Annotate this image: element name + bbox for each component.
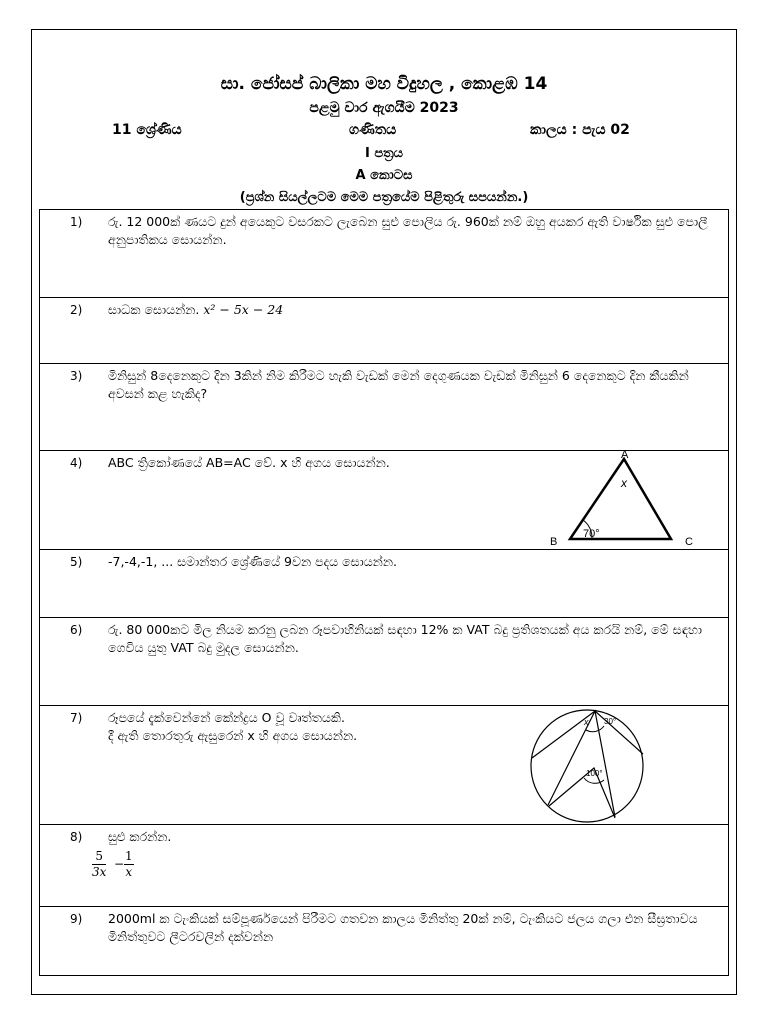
angle-70-label: 70°	[583, 528, 600, 540]
time-label: කාලය : පැය 02	[530, 122, 630, 138]
question-text: සුළු කරන්න.	[108, 829, 172, 844]
question-text: -7,-4,-1, ... සමාන්තර ශ්‍රේණියේ 9වන පදය සොයන්න.	[108, 554, 397, 569]
fraction-1-over-x	[124, 849, 134, 880]
subject-label: ගණිතය	[349, 122, 397, 138]
school-title: සා. ජෝසප් බාලිකා මහ විදුහල , කොළඹ 14	[220, 74, 548, 94]
question-text	[108, 709, 538, 745]
vertex-b-label: B	[550, 536, 558, 547]
minus-sign: −	[114, 857, 125, 871]
center-angle-lines	[549, 768, 615, 818]
question-number: 2)	[70, 303, 83, 317]
question-row-3	[40, 364, 728, 451]
chord-lines-inner	[548, 711, 615, 817]
question-text-sinhala: සාධක සොයන්න.	[108, 302, 200, 317]
angle-x-label: x	[621, 476, 627, 490]
triangle-figure	[535, 451, 705, 547]
fraction-denominator: x	[125, 865, 133, 879]
question-number: 5)	[70, 555, 83, 569]
vertex-c-label: C	[685, 536, 693, 547]
question-text-line2: දී ඇති තොරතුරු ඇසුරෙන් x හි අගය සොයන්න.	[108, 728, 358, 743]
instruction: (ප්‍රශ්න සියල්ලටම මෙම පත්‍රයේම පිළිතුරු සපයන්න.)	[239, 190, 529, 205]
fraction-numerator: 1	[125, 849, 133, 863]
question-row-5	[40, 550, 728, 618]
info-row	[0, 122, 768, 142]
question-number: 9)	[70, 912, 83, 926]
angle-x-label: x	[584, 717, 589, 727]
triangle-shape	[570, 459, 671, 539]
question-row-9	[40, 907, 728, 975]
question-row-1	[40, 210, 728, 298]
paper-label: I පත්‍රය	[364, 146, 404, 161]
fraction-5-over-3x	[92, 849, 106, 880]
exam-title: පළමු වාර ඇගයීම 2023	[309, 100, 459, 116]
question-number: 3)	[70, 369, 83, 383]
angle-100-label: 100°	[586, 769, 603, 778]
question-table	[39, 209, 729, 976]
question-row-6	[40, 618, 728, 706]
question-text: ABC ත්‍රිකෝණයේ AB=AC වේ. x හි අගය සොයන්න.	[108, 455, 390, 470]
part-label: A කොටස	[355, 168, 413, 183]
question-row-2	[40, 298, 728, 364]
question-row-8	[40, 825, 728, 907]
question-text: රු. 80 000කට මිල නියම කරනු ලබන රූපවාහිනියක් සඳහා 12% ක VAT බදු ප්‍රතිශතයක් අය කරයි නම්, මේ සඳහා ගෙවිය යුතු VAT බදු මුදල සොයන්න.	[108, 622, 702, 655]
vertex-a-label: A	[621, 451, 629, 461]
question-row-4	[40, 451, 728, 550]
circle-figure	[520, 708, 660, 824]
angle-arc-top	[586, 726, 604, 732]
question-text: 2000ml ක ටැංකියක් සම්පූර්ණයෙන් පිරීමට ගතවන කාලය මිනිත්තු 20ක් නම්, ටැංකියට ජලය ගලා එන සීඝ්‍රතාවය මිනිත්තුවට ලීටරවලින් දක්වන්න	[108, 911, 698, 944]
question-text-line1: රූපයේ දැක්වෙන්නේ කේන්ද්‍රය O වූ වෘත්තයකි.	[108, 710, 345, 725]
question-text	[108, 301, 718, 319]
question-text: රු. 12 000ක් ණයට දුන් අයෙකුට වසරකට ලැබෙන සුළු පොලිය රු. 960ක් නම් ඔහු අයකර ඇති වාර්ෂික සුළු පොලී අනුපාතිකය සොයන්න.	[108, 214, 708, 247]
question-number: 7)	[70, 711, 83, 725]
question-number: 8)	[70, 830, 83, 844]
grade-label: 11 ශ්‍රේණිය	[112, 122, 182, 138]
question-number: 6)	[70, 623, 83, 637]
math-expression: x² − 5x − 24	[203, 302, 284, 317]
fraction-denominator: 3x	[92, 865, 107, 879]
question-number: 1)	[70, 215, 83, 229]
angle-arc-center	[584, 778, 604, 783]
angle-30-label: 30°	[604, 717, 617, 726]
question-number: 4)	[70, 456, 83, 470]
fraction-numerator: 5	[92, 849, 106, 865]
question-row-7	[40, 706, 728, 825]
question-text: මිනිසුන් 8දෙනෙකුට දින 3කින් නිම කිරීමට හැකි වැඩක් මෙන් දෙගුණයක වැඩක් මිනිසුන් 6 දෙනෙකුට දින කීයකින් අවසන් කළ හැකිද?	[108, 368, 689, 401]
